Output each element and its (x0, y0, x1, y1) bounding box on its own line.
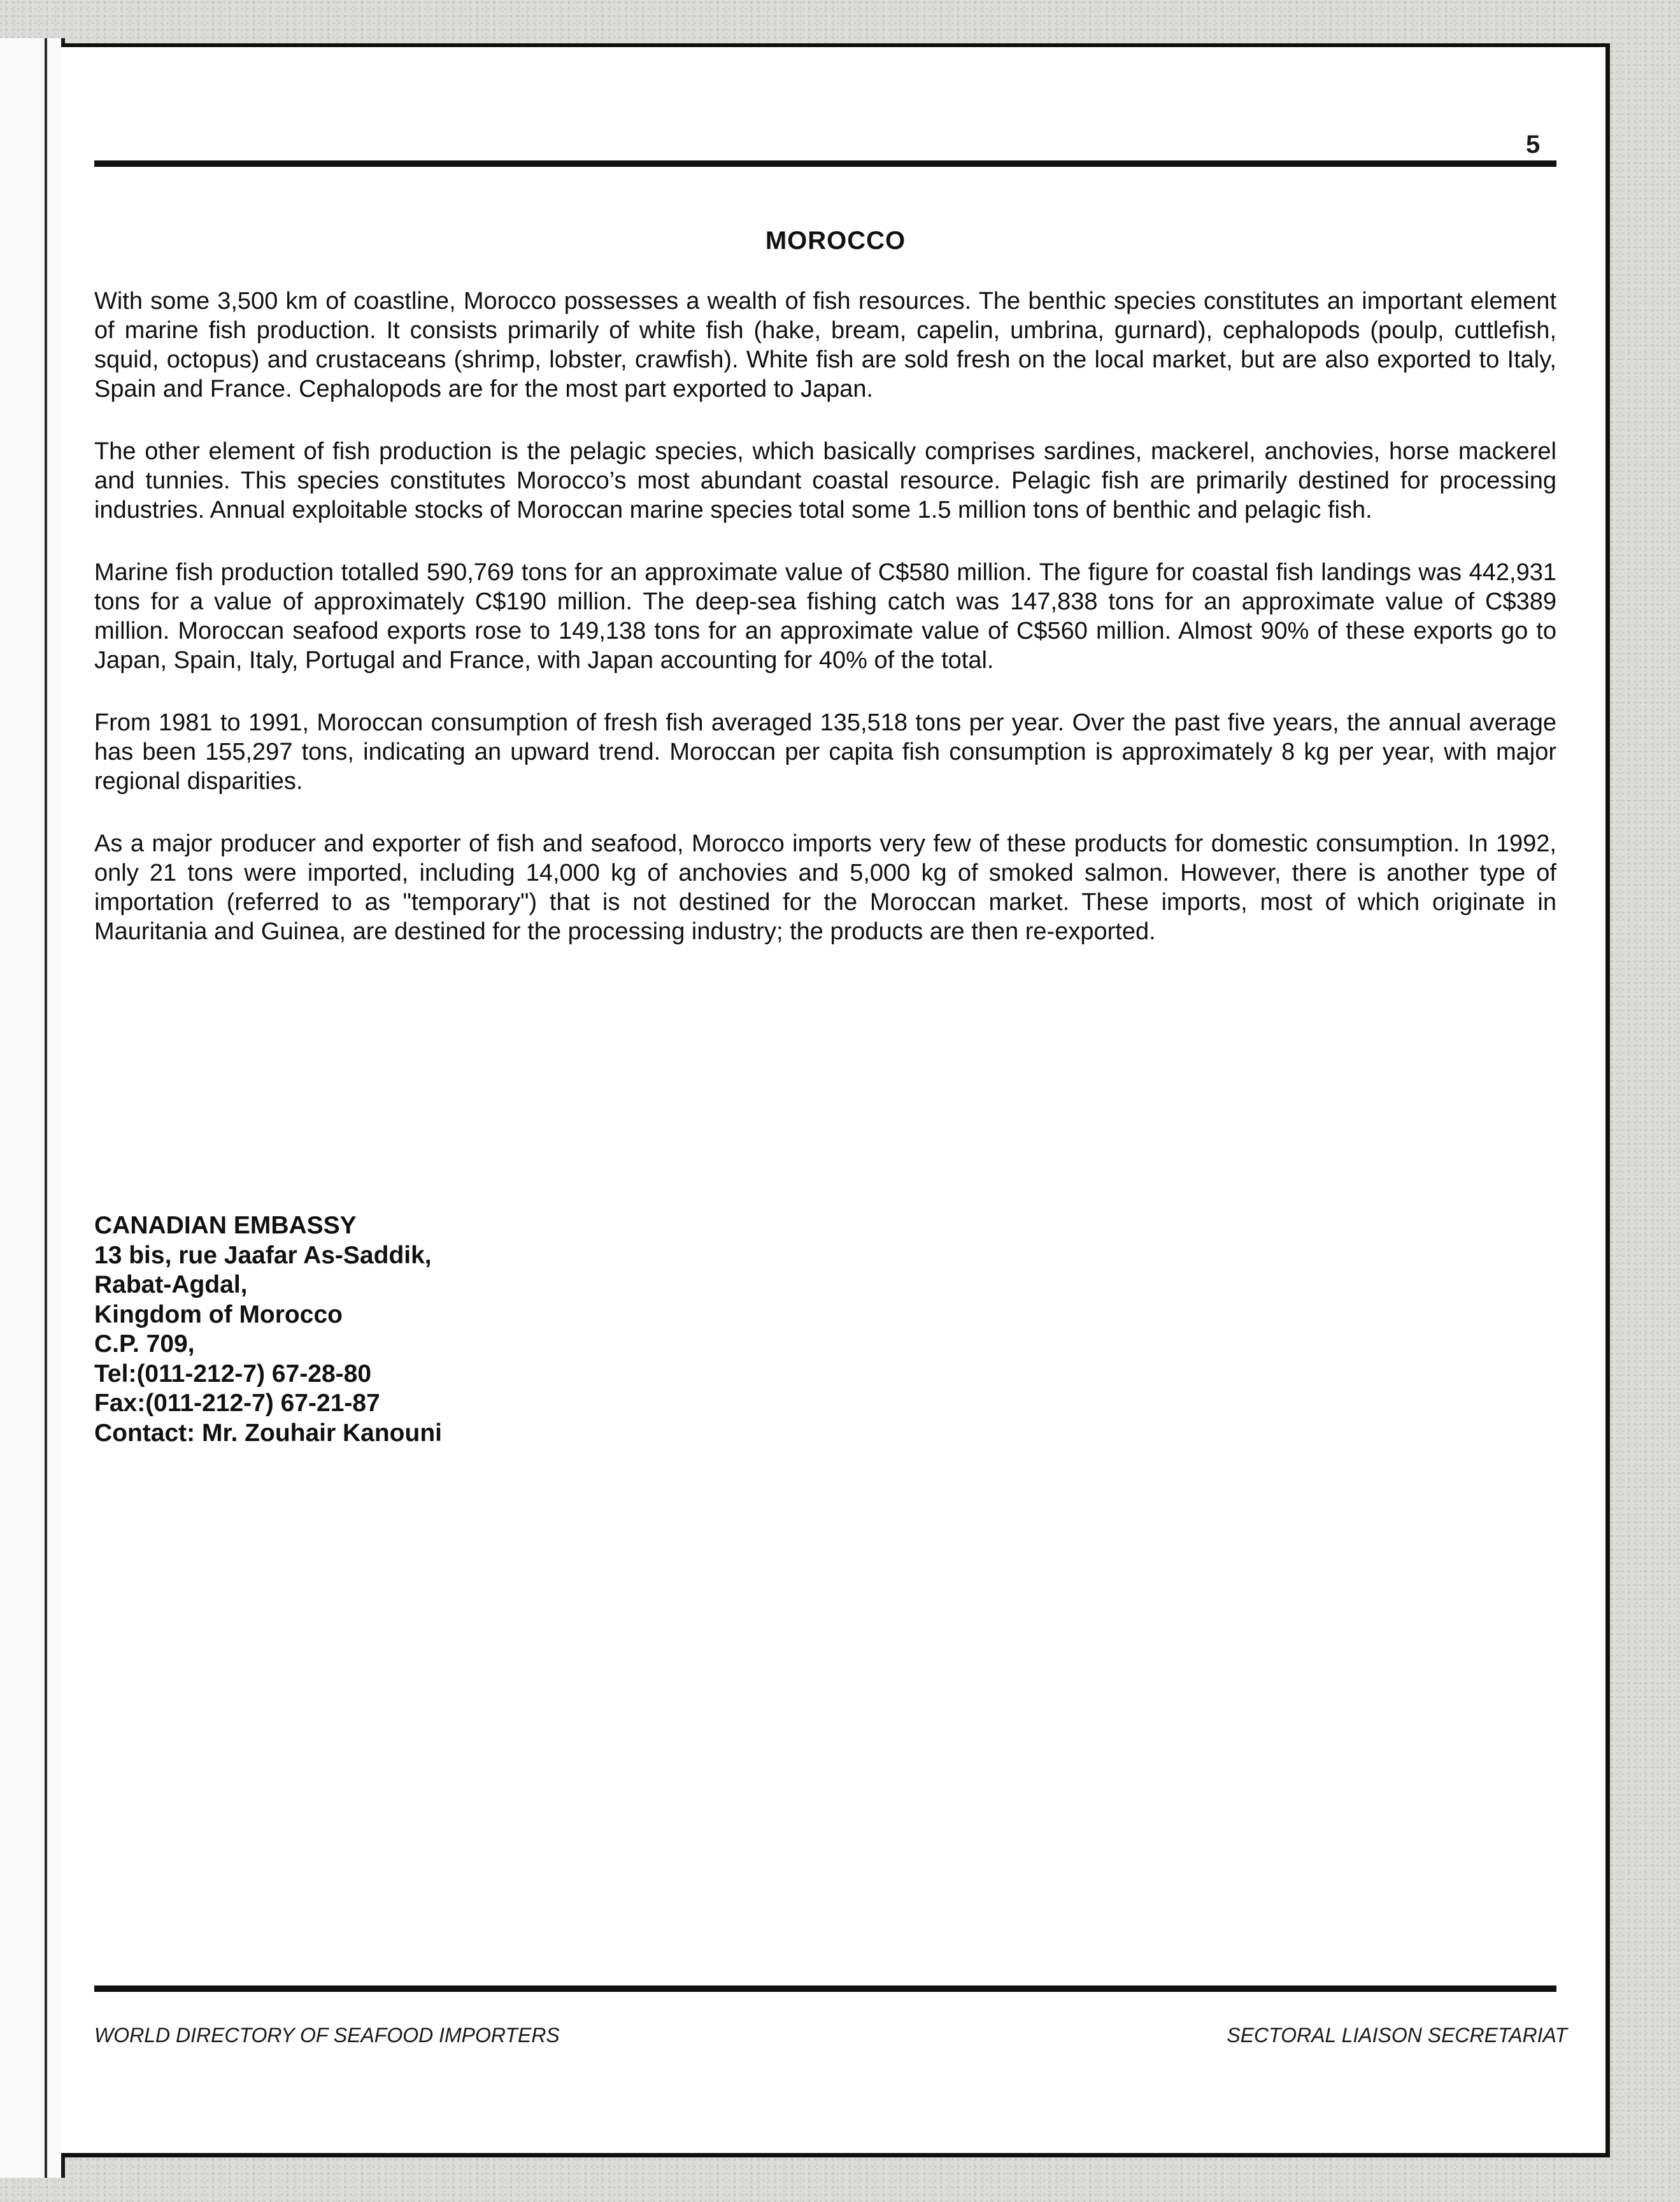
footer-rule (94, 1985, 1556, 1992)
document-page (61, 43, 1610, 2157)
address-name: CANADIAN EMBASSY (94, 1212, 357, 1239)
body-text (94, 287, 1556, 979)
paragraph-coastline: With some 3,500 km of coastline, Morocco possesses a wealth of fish resources. The benthic species constitutes an important element of marine fish production. It consists primarily of white fish (hake, bream, capelin, umbrina, gurnard), cephalopods (poulp, cuttlefish, squid, octopus) and crustaceans (shrimp, lobster, crawfish). White fish are sold fresh on the local market, but are also exported to Italy, Spain and France. Cephalopods are for the most part exported to Japan. (94, 288, 1556, 402)
paragraph-imports: As a major producer and exporter of fish and seafood, Morocco imports very few of these products for domestic consumption. In 1992, only 21 tons were imported, including 14,000 kg of anchovies and 5,000 kg of smoked salmon. However, there is another type of importation (referred to as "temporary") that is not destined for the Moroccan market. These imports, most of which originate in Mauritania and Guinea, are destined for the processing industry; the products are then re-exported. (94, 830, 1556, 945)
address-street: 13 bis, rue Jaafar As-Saddik, (94, 1241, 432, 1269)
page-title: MOROCCO (765, 227, 906, 255)
address-po-box: C.P. 709, (94, 1330, 195, 1358)
footer-publication: WORLD DIRECTORY OF SEAFOOD IMPORTERS (94, 2024, 560, 2047)
binding-edge (0, 38, 65, 2178)
address-district: Rabat-Agdal, (94, 1271, 248, 1298)
address-telephone: Tel:(011-212-7) 67-28-80 (94, 1360, 372, 1388)
paragraph-production: Marine fish production totalled 590,769 tons for an approximate value of C$580 million. The figure for coastal fish landings was 442,931 tons for a value of approximately C$190 million. The deep-sea fishing catch was 147,838 tons for an approximate value of C$389 million. Moroccan seafood exports rose to 149,138 tons for an approximate value of C$560 million. Almost 90% of these exports go to Japan, Spain, Italy, Portugal and France, with Japan accounting for 40% of the total. (94, 559, 1556, 674)
paragraph-consumption: From 1981 to 1991, Moroccan consumption of fresh fish averaged 135,518 tons per year. Over the past five years, the annual average has been 155,297 tons, indicating an upward trend. Moroccan per capita fish consumption is approximately 8 kg per year, with major regional disparities. (94, 709, 1556, 795)
header-rule (94, 160, 1556, 167)
page-number: 5 (1526, 131, 1541, 159)
address-fax: Fax:(011-212-7) 67-21-87 (94, 1389, 380, 1417)
footer-secretariat: SECTORAL LIAISON SECRETARIAT (1227, 2024, 1567, 2047)
address-country: Kingdom of Morocco (94, 1300, 343, 1328)
address-contact: Contact: Mr. Zouhair Kanouni (94, 1419, 442, 1447)
paragraph-pelagic: The other element of fish production is the pelagic species, which basically comprises sardines, mackerel, anchovies, horse mackerel and tunnies. This species constitutes Morocco’s most abundant coastal resource. Pelagic fish are primarily destined for processing industries. Annual exploitable stocks of Moroccan marine species total some 1.5 million tons of benthic and pelagic fish. (94, 438, 1556, 523)
embassy-address (94, 1211, 442, 1448)
